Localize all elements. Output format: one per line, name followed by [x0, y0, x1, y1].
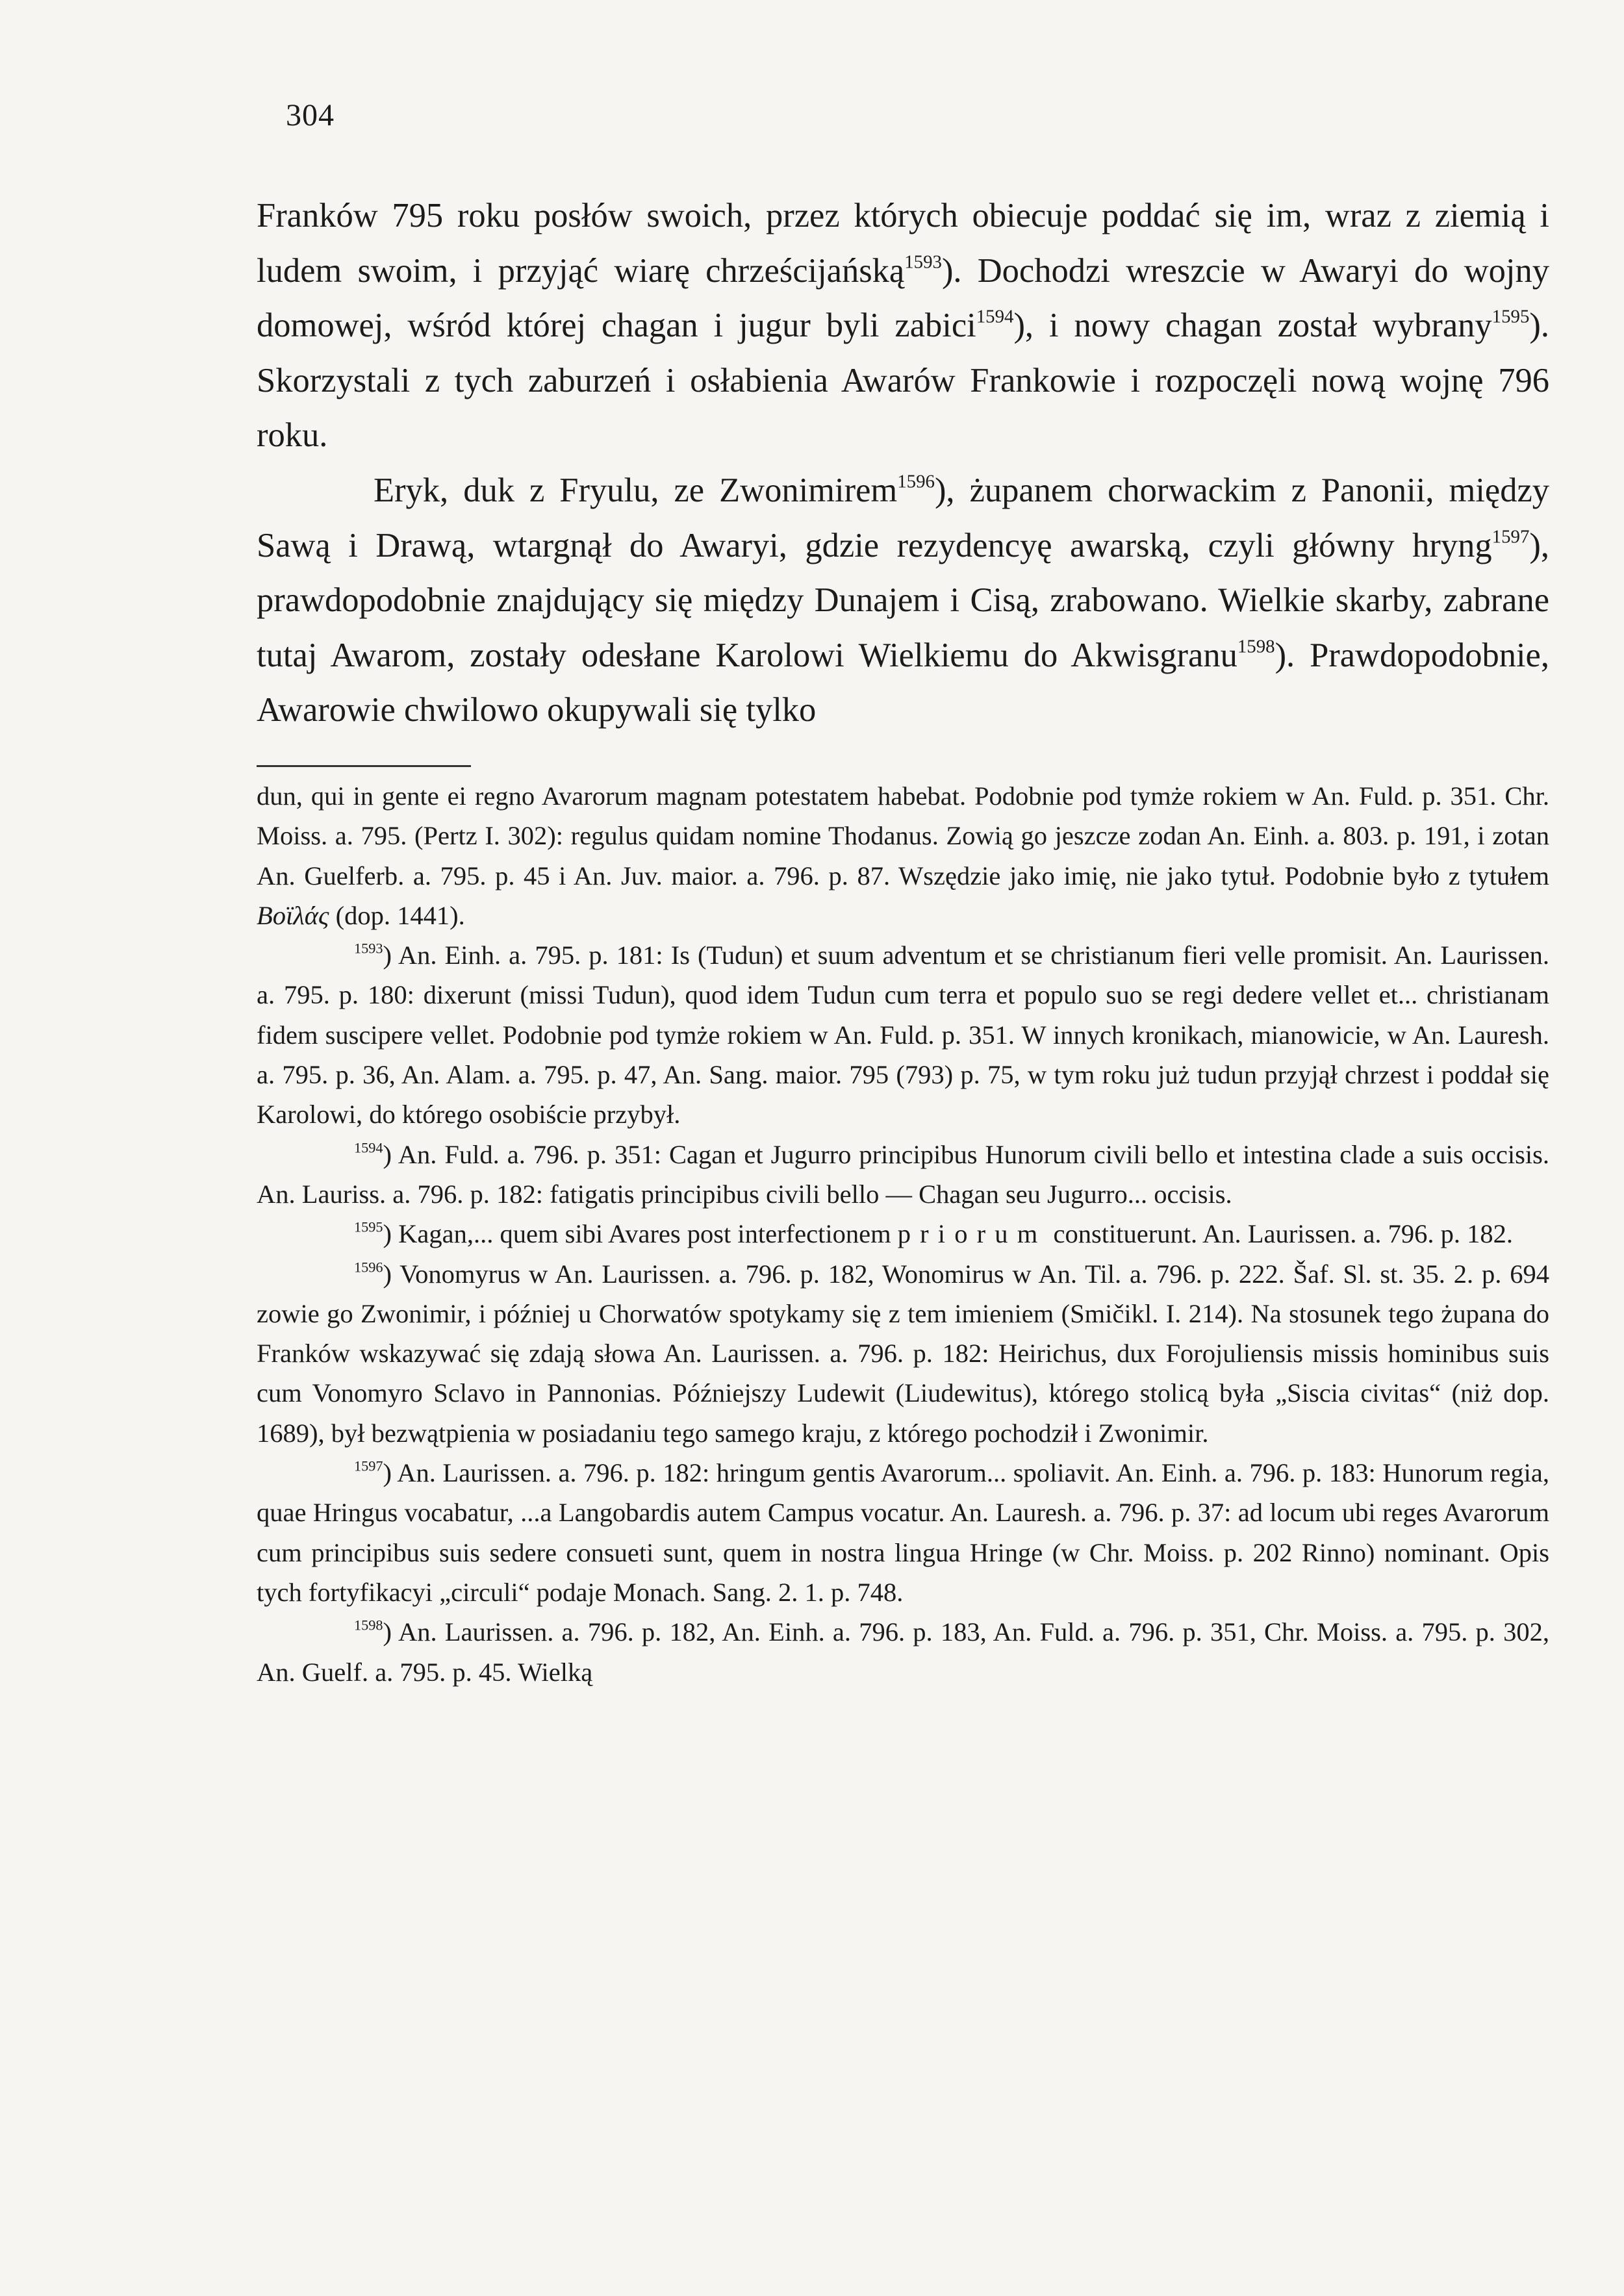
- footnote-1595: [257, 1214, 1549, 1254]
- text-run: Franków 795 roku posłów swoich, przez których obiecuje poddać się im, wraz z ziemią i ludem swoim, i przyjąć wiarę chrześcijańską: [257, 197, 1549, 290]
- footnote-number: 1596: [354, 1258, 383, 1275]
- footnote-text: ) An. Laurissen. a. 796. p. 182: hringum gentis Avarorum... spoliavit. An. Einh. a. 796. p. 183: Hunorum regia, quae Hringus vocabatur, ...a Langobardis autem Campus vocatur. An. Lauresh. a. 796. p. 37: ad locum ubi reges Avarorum cum principibus suis sedere consueti sunt, quem in nostra lingua Hringe (w Chr. Moiss. p. 202 Rinno) nominant. Opis tych fortyfikacyi „circuli“ podaje Monach. Sang. 2. 1. p. 748.: [257, 1458, 1549, 1607]
- text-run: ). Skorzystali z tych zaburzeń i osłabienia Awarów Frankowie i rozpoczęli nową wojnę 796 roku.: [257, 307, 1549, 455]
- footnote-ref-1596: 1596: [897, 471, 935, 492]
- main-paragraph-1: [257, 188, 1549, 463]
- footnote-text: constituerunt. An. Laurissen. a. 796. p. 182.: [1047, 1219, 1514, 1249]
- footnote-1593: [257, 935, 1549, 1134]
- footnote-text: ) Kagan,... quem sibi Avares post interfectionem: [383, 1219, 898, 1249]
- text-run: ). Dochodzi wreszcie w Awaryi do wojny domowej, wśród której chagan i jugur byli zabici: [257, 251, 1550, 345]
- footnote-ref-1593: 1593: [904, 251, 942, 272]
- spaced-word: priorum: [897, 1219, 1047, 1249]
- footnote-ref-1597: 1597: [1491, 525, 1530, 547]
- text-run: ). Prawdopodobnie, Awarowie chwilowo okupywali się tylko: [257, 636, 1549, 729]
- footnote-ref-1594: 1594: [976, 306, 1014, 327]
- footnote-number: 1594: [354, 1139, 383, 1155]
- greek-word: Βοϊλάς: [257, 900, 329, 930]
- footnote-ref-1598: 1598: [1237, 636, 1275, 657]
- footnote-1594: [257, 1135, 1549, 1215]
- footnote-text: ) An. Laurissen. a. 796. p. 182, An. Einh. a. 796. p. 183, An. Fuld. a. 796. p. 351, Chr. Moiss. a. 795. p. 302, An. Guelf. a. 795. p. 45. Wielką: [257, 1617, 1549, 1687]
- footnote-number: 1597: [354, 1457, 383, 1474]
- footnote-text: ) An. Fuld. a. 796. p. 351: Cagan et Jugurro principibus Hunorum civili bello et intestina clade a suis occisis. An. Lauriss. a. 796. p. 182: fatigatis principibus civili bello — Chagan seu Jugurro... occisis.: [257, 1139, 1549, 1209]
- footnote-continuation: [257, 776, 1549, 935]
- footnote-ref-1595: 1595: [1491, 306, 1530, 327]
- text-run: Eryk, duk z Fryulu, ze Zwonimirem: [374, 471, 898, 509]
- footnote-1598: [257, 1612, 1549, 1692]
- footnote-text: ) Vonomyrus w An. Laurissen. a. 796. p. 182, Wonomirus w An. Til. a. 796. p. 222. Šaf. Sl. st. 35. 2. p. 694 zowie go Zwonimir, i później u Chorwatów spotykamy się z tem imieniem (Smičikl. I. 214). Na stosunek tego żupana do Franków wskazywać się zdają słowa An. Laurissen. a. 796. p. 182: Heirichus, dux Forojuliensis missis hominibus suis cum Vonomyro Sclavo in Pannonias. Późniejszy Ludewit (Liudewitus), którego stolicą była „Siscia civitas“ (niż dop. 1689), był bezwątpienia w posiadaniu tego samego kraju, z którego pochodził i Zwonimir.: [257, 1259, 1549, 1448]
- footnote-divider: [257, 765, 471, 767]
- footnote-text: ) An. Einh. a. 795. p. 181: Is (Tudun) et suum adventum et se christianum fieri velle promisit. An. Laurissen. a. 795. p. 180: dixerunt (missi Tudun), quod idem Tudun cum terra et populo suo se regi dedere vellet et... christianam fidem suscipere vellet. Podobnie pod tymże rokiem w An. Fuld. p. 351. W innych kronikach, mianowicie, w An. Lauresh. a. 795. p. 36, An. Alam. a. 795. p. 47, An. Sang. maior. 795 (793) p. 75, w tym roku już tudun przyjął chrzest i poddał się Karolowi, do którego osobiście przybył.: [257, 940, 1549, 1129]
- text-run: ), i nowy chagan został wybrany: [1013, 307, 1492, 345]
- footnotes: [257, 776, 1549, 1692]
- main-text: [257, 188, 1549, 738]
- footnote-number: 1595: [354, 1218, 383, 1235]
- footnote-number: 1598: [354, 1617, 383, 1634]
- page-number: 304: [286, 98, 335, 132]
- main-paragraph-2: [257, 463, 1549, 738]
- footnote-1596: [257, 1254, 1549, 1453]
- text-run: ), żupanem chorwackim z Panonii, między Sawą i Drawą, wtargnął do Awaryi, gdzie rezydencyę awarską, czyli główny hryng: [257, 471, 1550, 564]
- text-run: dun, qui in gente ei regno Avarorum magnam potestatem habebat. Podobnie pod tymże rokiem w An. Fuld. p. 351. Chr. Moiss. a. 795. (Pertz I. 302): regulus quidam nomine Thodanus. Zowią go jeszcze zodan An. Einh. a. 803. p. 191, i zotan An. Guelferb. a. 795. p. 45 i An. Juv. maior. a. 796. p. 87. Wszędzie jako imię, nie jako tytuł. Podobnie było z tytułem: [257, 781, 1549, 890]
- text-run: (dop. 1441).: [329, 900, 465, 930]
- footnote-number: 1593: [354, 940, 383, 957]
- text-run: ), prawdopodobnie znajdujący się między Dunajem i Cisą, zrabowano. Wielkie skarby, zabrane tutaj Awarom, zostały odesłane Karolowi Wielkiemu do Akwisgranu: [257, 526, 1549, 674]
- footnote-1597: [257, 1453, 1549, 1612]
